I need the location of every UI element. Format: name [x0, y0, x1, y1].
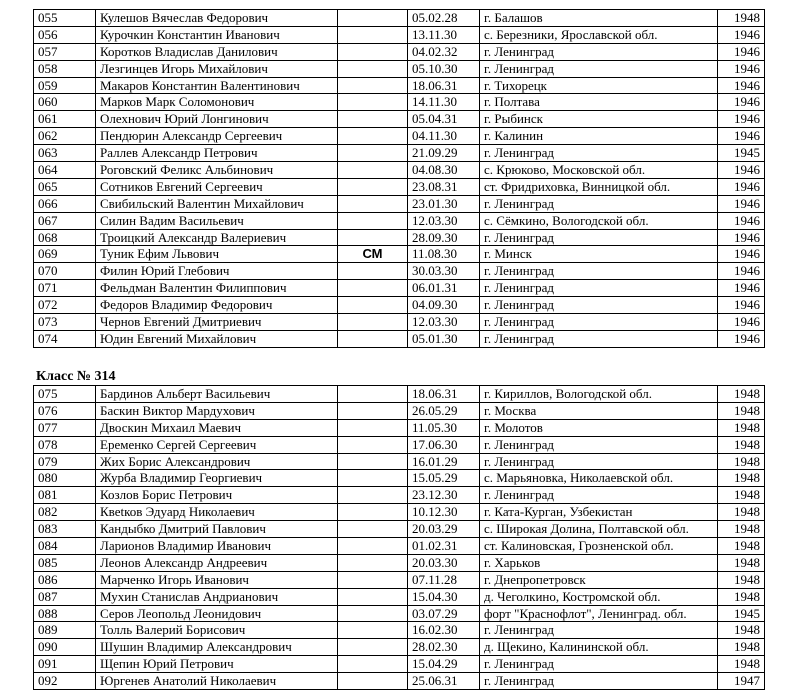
birth-date-cell: 28.02.30 [408, 639, 480, 656]
year-cell: 1948 [718, 386, 765, 403]
table-row [34, 470, 765, 487]
birth-date-cell: 12.03.30 [408, 212, 480, 229]
person-name-cell: Мухин Станислав Андрианович [96, 588, 338, 605]
birth-date-cell: 30.03.30 [408, 263, 480, 280]
person-name-cell: Филин Юрий Глебович [96, 263, 338, 280]
year-cell: 1948 [718, 656, 765, 673]
birth-place-cell: с. Сёмкино, Вологодской обл. [480, 212, 718, 229]
birth-date-cell: 18.06.31 [408, 386, 480, 403]
row-number-cell: 080 [34, 470, 96, 487]
row-number-cell: 055 [34, 10, 96, 27]
table-row [34, 571, 765, 588]
person-name-cell: Макаров Константин Валентинович [96, 77, 338, 94]
birth-date-cell: 13.11.30 [408, 26, 480, 43]
birth-date-cell: 03.07.29 [408, 605, 480, 622]
table-row [34, 538, 765, 555]
birth-place-cell: г. Ленинград [480, 195, 718, 212]
year-cell: 1946 [718, 263, 765, 280]
note-mark-cell [338, 10, 408, 27]
birth-date-cell: 16.02.30 [408, 622, 480, 639]
birth-date-cell: 23.12.30 [408, 487, 480, 504]
year-cell: 1946 [718, 330, 765, 347]
birth-place-cell: ст. Фридриховка, Винницкой обл. [480, 178, 718, 195]
birth-place-cell: г. Полтава [480, 94, 718, 111]
year-cell: 1946 [718, 43, 765, 60]
birth-date-cell: 06.01.31 [408, 280, 480, 297]
birth-place-cell: г. Кириллов, Вологодской обл. [480, 386, 718, 403]
birth-date-cell: 10.12.30 [408, 504, 480, 521]
row-number-cell: 074 [34, 330, 96, 347]
table-row [34, 605, 765, 622]
note-mark-cell [338, 111, 408, 128]
year-cell: 1946 [718, 212, 765, 229]
note-mark-cell [338, 419, 408, 436]
year-cell: 1946 [718, 128, 765, 145]
row-number-cell: 085 [34, 554, 96, 571]
person-name-cell: Кулешов Вячеслав Федорович [96, 10, 338, 27]
table-row [34, 77, 765, 94]
birth-place-cell: с. Березники, Ярославской обл. [480, 26, 718, 43]
note-mark-cell [338, 521, 408, 538]
note-mark-cell [338, 94, 408, 111]
person-name-cell: Жих Борис Александрович [96, 453, 338, 470]
birth-date-cell: 15.04.30 [408, 588, 480, 605]
row-number-cell: 060 [34, 94, 96, 111]
note-mark-cell [338, 77, 408, 94]
note-mark-cell [338, 504, 408, 521]
year-cell: 1946 [718, 314, 765, 331]
birth-date-cell: 11.08.30 [408, 246, 480, 263]
birth-place-cell: с. Крюково, Московской обл. [480, 162, 718, 179]
year-cell: 1948 [718, 639, 765, 656]
note-mark-cell [338, 554, 408, 571]
row-number-cell: 086 [34, 571, 96, 588]
note-mark-cell [338, 195, 408, 212]
roster-table-2 [33, 385, 765, 690]
row-number-cell: 090 [34, 639, 96, 656]
table-row [34, 504, 765, 521]
person-name-cell: Серов Леопольд Леонидович [96, 605, 338, 622]
birth-place-cell: г. Харьков [480, 554, 718, 571]
row-number-cell: 075 [34, 386, 96, 403]
birth-date-cell: 14.11.30 [408, 94, 480, 111]
birth-date-cell: 20.03.30 [408, 554, 480, 571]
person-name-cell: Федоров Владимир Федорович [96, 297, 338, 314]
note-mark-cell [338, 280, 408, 297]
birth-date-cell: 04.11.30 [408, 128, 480, 145]
table-row [34, 521, 765, 538]
year-cell: 1945 [718, 145, 765, 162]
row-number-cell: 065 [34, 178, 96, 195]
birth-date-cell: 23.08.31 [408, 178, 480, 195]
birth-place-cell: д. Чеголкино, Костромской обл. [480, 588, 718, 605]
birth-date-cell: 25.06.31 [408, 673, 480, 690]
birth-date-cell: 05.10.30 [408, 60, 480, 77]
person-name-cell: Юргенев Анатолий Николаевич [96, 673, 338, 690]
year-cell: 1948 [718, 487, 765, 504]
birth-date-cell: 04.08.30 [408, 162, 480, 179]
row-number-cell: 082 [34, 504, 96, 521]
row-number-cell: 092 [34, 673, 96, 690]
row-number-cell: 061 [34, 111, 96, 128]
person-name-cell: Свибильский Валентин Михайлович [96, 195, 338, 212]
birth-date-cell: 01.02.31 [408, 538, 480, 555]
note-mark-cell [338, 487, 408, 504]
birth-place-cell: г. Ленинград [480, 280, 718, 297]
birth-date-cell: 12.03.30 [408, 314, 480, 331]
year-cell: 1948 [718, 554, 765, 571]
year-cell: 1946 [718, 297, 765, 314]
year-cell: 1948 [718, 622, 765, 639]
birth-place-cell: г. Днепропетровск [480, 571, 718, 588]
person-name-cell: Журба Владимир Георгиевич [96, 470, 338, 487]
row-number-cell: 091 [34, 656, 96, 673]
person-name-cell: Чернов Евгений Дмитриевич [96, 314, 338, 331]
person-name-cell: Марков Марк Соломонович [96, 94, 338, 111]
row-number-cell: 079 [34, 453, 96, 470]
birth-date-cell: 05.02.28 [408, 10, 480, 27]
birth-place-cell: г. Ленинград [480, 314, 718, 331]
year-cell: 1946 [718, 229, 765, 246]
person-name-cell: Раллев Александр Петрович [96, 145, 338, 162]
note-mark-cell [338, 43, 408, 60]
year-cell: 1945 [718, 605, 765, 622]
person-name-cell: Кандыбко Дмитрий Павлович [96, 521, 338, 538]
roster-table-2-body [34, 386, 765, 690]
birth-place-cell: г. Москва [480, 402, 718, 419]
year-cell: 1948 [718, 402, 765, 419]
birth-date-cell: 18.06.31 [408, 77, 480, 94]
person-name-cell: Сотников Евгений Сергеевич [96, 178, 338, 195]
birth-place-cell: г. Ленинград [480, 656, 718, 673]
table-row [34, 436, 765, 453]
person-name-cell: Бардинов Альберт Васильевич [96, 386, 338, 403]
note-mark-cell [338, 453, 408, 470]
year-cell: 1948 [718, 521, 765, 538]
person-name-cell: Леонов Александр Андреевич [96, 554, 338, 571]
note-mark-cell [338, 60, 408, 77]
row-number-cell: 069 [34, 246, 96, 263]
note-mark-cell [338, 26, 408, 43]
person-name-cell: Марченко Игорь Иванович [96, 571, 338, 588]
note-mark-cell [338, 297, 408, 314]
year-cell: 1946 [718, 246, 765, 263]
year-cell: 1946 [718, 77, 765, 94]
row-number-cell: 081 [34, 487, 96, 504]
table-row [34, 246, 765, 263]
birth-place-cell: г. Рыбинск [480, 111, 718, 128]
year-cell: 1946 [718, 280, 765, 297]
note-mark-cell [338, 588, 408, 605]
row-number-cell: 071 [34, 280, 96, 297]
birth-place-cell: форт "Краснофлот", Ленинград. обл. [480, 605, 718, 622]
note-mark-cell [338, 538, 408, 555]
row-number-cell: 073 [34, 314, 96, 331]
birth-place-cell: г. Ленинград [480, 453, 718, 470]
person-name-cell: Курочкин Константин Иванович [96, 26, 338, 43]
row-number-cell: 068 [34, 229, 96, 246]
note-mark-cell [338, 212, 408, 229]
person-name-cell: Коротков Владислав Данилович [96, 43, 338, 60]
row-number-cell: 062 [34, 128, 96, 145]
note-mark-cell [338, 330, 408, 347]
birth-place-cell: г. Ленинград [480, 436, 718, 453]
birth-date-cell: 05.01.30 [408, 330, 480, 347]
year-cell: 1948 [718, 470, 765, 487]
birth-place-cell: г. Ленинград [480, 673, 718, 690]
person-name-cell: Туник Ефим Львович [96, 246, 338, 263]
table-row [34, 419, 765, 436]
note-mark-cell [338, 162, 408, 179]
person-name-cell: Троицкий Александр Валериевич [96, 229, 338, 246]
year-cell: 1948 [718, 453, 765, 470]
person-name-cell: Лезгинцев Игорь Михайлович [96, 60, 338, 77]
row-number-cell: 084 [34, 538, 96, 555]
note-mark-cell [338, 622, 408, 639]
birth-date-cell: 07.11.28 [408, 571, 480, 588]
person-name-cell: Роговский Феликс Альбинович [96, 162, 338, 179]
birth-place-cell: с. Широкая Долина, Полтавской обл. [480, 521, 718, 538]
birth-place-cell: г. Балашов [480, 10, 718, 27]
table-row [34, 162, 765, 179]
year-cell: 1948 [718, 588, 765, 605]
table-row [34, 622, 765, 639]
birth-place-cell: г. Ленинград [480, 60, 718, 77]
birth-place-cell: г. Ленинград [480, 145, 718, 162]
row-number-cell: 070 [34, 263, 96, 280]
birth-date-cell: 15.05.29 [408, 470, 480, 487]
table-row [34, 128, 765, 145]
birth-date-cell: 15.04.29 [408, 656, 480, 673]
note-mark-cell [338, 229, 408, 246]
note-mark-cell: СМ [338, 246, 408, 263]
roster-table-1-body [34, 10, 765, 348]
person-name-cell: Щепин Юрий Петрович [96, 656, 338, 673]
birth-place-cell: г. Ленинград [480, 330, 718, 347]
row-number-cell: 077 [34, 419, 96, 436]
person-name-cell: Еременко Сергей Сергеевич [96, 436, 338, 453]
birth-place-cell: г. Ленинград [480, 297, 718, 314]
note-mark-cell [338, 128, 408, 145]
roster-table-1 [33, 9, 765, 348]
birth-place-cell: г. Ленинград [480, 43, 718, 60]
row-number-cell: 078 [34, 436, 96, 453]
birth-place-cell: г. Ленинград [480, 487, 718, 504]
person-name-cell: Баскин Виктор Мардухович [96, 402, 338, 419]
row-number-cell: 056 [34, 26, 96, 43]
person-name-cell: Олехнович Юрий Лонгинович [96, 111, 338, 128]
note-mark-cell [338, 656, 408, 673]
row-number-cell: 072 [34, 297, 96, 314]
table-row [34, 402, 765, 419]
note-mark-cell [338, 402, 408, 419]
year-cell: 1946 [718, 26, 765, 43]
table-row [34, 314, 765, 331]
table-row [34, 26, 765, 43]
year-cell: 1947 [718, 673, 765, 690]
table-row [34, 60, 765, 77]
note-mark-cell [338, 639, 408, 656]
note-mark-cell [338, 386, 408, 403]
row-number-cell: 063 [34, 145, 96, 162]
note-mark-cell [338, 673, 408, 690]
person-name-cell: Юдин Евгений Михайлович [96, 330, 338, 347]
table-row [34, 554, 765, 571]
year-cell: 1948 [718, 538, 765, 555]
row-number-cell: 059 [34, 77, 96, 94]
year-cell: 1948 [718, 504, 765, 521]
row-number-cell: 064 [34, 162, 96, 179]
year-cell: 1948 [718, 419, 765, 436]
birth-place-cell: ст. Калиновская, Грозненской обл. [480, 538, 718, 555]
birth-place-cell: с. Марьяновка, Николаевской обл. [480, 470, 718, 487]
birth-date-cell: 05.04.31 [408, 111, 480, 128]
birth-place-cell: г. Ленинград [480, 263, 718, 280]
table-row [34, 111, 765, 128]
year-cell: 1946 [718, 60, 765, 77]
person-name-cell: Шушин Владимир Александрович [96, 639, 338, 656]
table-row [34, 43, 765, 60]
birth-date-cell: 11.05.30 [408, 419, 480, 436]
note-mark-cell [338, 145, 408, 162]
year-cell: 1948 [718, 571, 765, 588]
person-name-cell: Пендюрин Александр Сергеевич [96, 128, 338, 145]
birth-place-cell: г. Молотов [480, 419, 718, 436]
year-cell: 1946 [718, 111, 765, 128]
person-name-cell: Козлов Борис Петрович [96, 487, 338, 504]
year-cell: 1948 [718, 436, 765, 453]
class-heading: Класс № 314 [36, 369, 116, 384]
note-mark-cell [338, 571, 408, 588]
note-mark-cell [338, 178, 408, 195]
table-row [34, 195, 765, 212]
birth-date-cell: 20.03.29 [408, 521, 480, 538]
table-row [34, 263, 765, 280]
birth-place-cell: г. Калинин [480, 128, 718, 145]
row-number-cell: 058 [34, 60, 96, 77]
birth-date-cell: 23.01.30 [408, 195, 480, 212]
note-mark-cell [338, 263, 408, 280]
note-mark-cell [338, 470, 408, 487]
table-row [34, 229, 765, 246]
note-mark-cell [338, 605, 408, 622]
person-name-cell: Силин Вадим Васильевич [96, 212, 338, 229]
table-row [34, 453, 765, 470]
birth-place-cell: г. Тихорецк [480, 77, 718, 94]
birth-date-cell: 04.09.30 [408, 297, 480, 314]
table-row [34, 178, 765, 195]
birth-date-cell: 16.01.29 [408, 453, 480, 470]
table-row [34, 673, 765, 690]
row-number-cell: 076 [34, 402, 96, 419]
year-cell: 1946 [718, 178, 765, 195]
row-number-cell: 089 [34, 622, 96, 639]
person-name-cell: Двоскин Михаил Маевич [96, 419, 338, 436]
year-cell: 1948 [718, 10, 765, 27]
birth-date-cell: 21.09.29 [408, 145, 480, 162]
table-row [34, 330, 765, 347]
year-cell: 1946 [718, 94, 765, 111]
person-name-cell: Ларионов Владимир Иванович [96, 538, 338, 555]
row-number-cell: 057 [34, 43, 96, 60]
birth-date-cell: 17.06.30 [408, 436, 480, 453]
row-number-cell: 066 [34, 195, 96, 212]
birth-date-cell: 04.02.32 [408, 43, 480, 60]
table-row [34, 280, 765, 297]
person-name-cell: Фельдман Валентин Филиппович [96, 280, 338, 297]
table-row [34, 639, 765, 656]
table-row [34, 656, 765, 673]
year-cell: 1946 [718, 162, 765, 179]
table-row [34, 212, 765, 229]
table-row [34, 94, 765, 111]
table-row [34, 588, 765, 605]
birth-date-cell: 28.09.30 [408, 229, 480, 246]
birth-place-cell: г. Ленинград [480, 229, 718, 246]
table-row [34, 297, 765, 314]
note-mark-cell [338, 314, 408, 331]
note-mark-cell [338, 436, 408, 453]
birth-place-cell: г. Ленинград [480, 622, 718, 639]
year-cell: 1946 [718, 195, 765, 212]
person-name-cell: Квеtков Эдуард Николаевич [96, 504, 338, 521]
row-number-cell: 083 [34, 521, 96, 538]
birth-date-cell: 26.05.29 [408, 402, 480, 419]
table-row [34, 386, 765, 403]
table-row [34, 487, 765, 504]
person-name-cell: Толль Валерий Борисович [96, 622, 338, 639]
table-row [34, 10, 765, 27]
birth-place-cell: г. Ката-Курган, Узбекистан [480, 504, 718, 521]
row-number-cell: 087 [34, 588, 96, 605]
row-number-cell: 067 [34, 212, 96, 229]
birth-place-cell: г. Минск [480, 246, 718, 263]
birth-place-cell: д. Щекино, Калининской обл. [480, 639, 718, 656]
row-number-cell: 088 [34, 605, 96, 622]
table-row [34, 145, 765, 162]
